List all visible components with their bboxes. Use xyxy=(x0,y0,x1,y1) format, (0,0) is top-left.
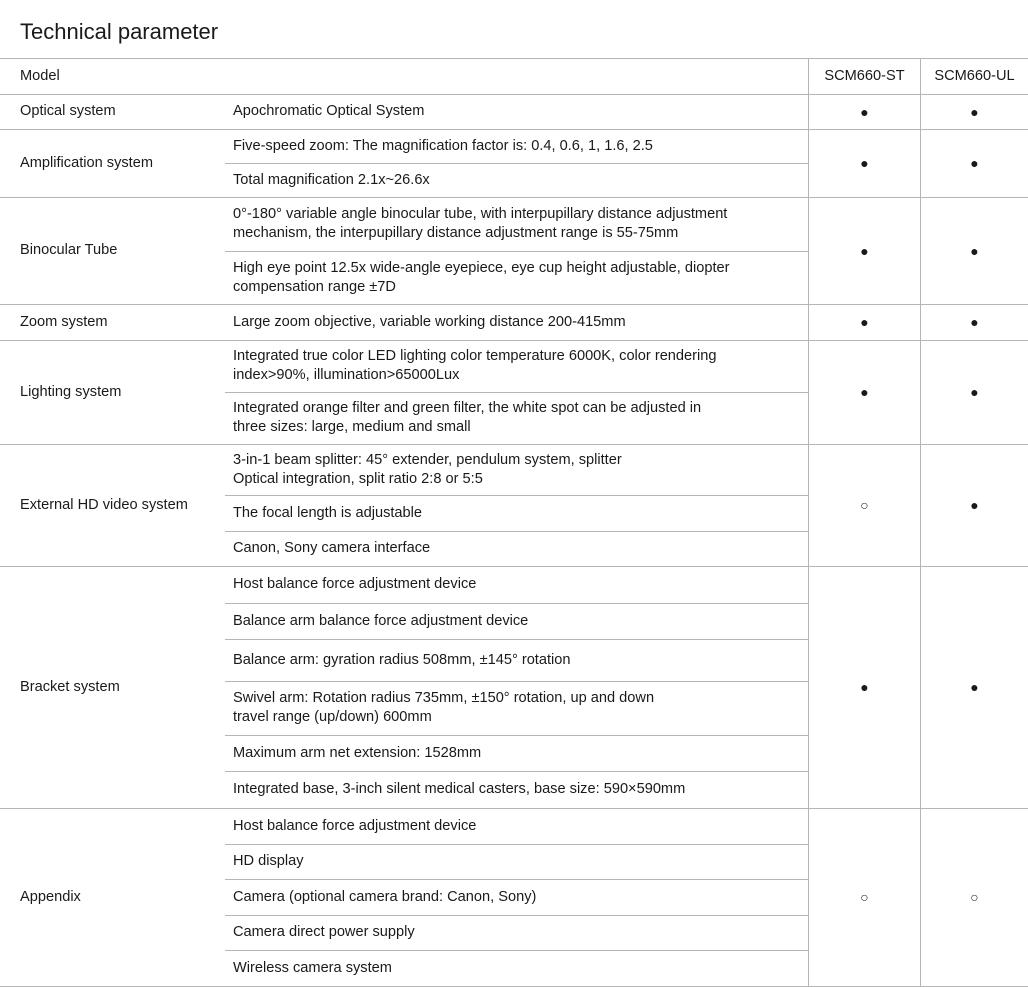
filled-circle-icon: ● xyxy=(970,242,979,259)
filled-circle-icon: ● xyxy=(860,155,869,171)
row-group-label: External HD video system xyxy=(20,496,188,513)
filled-circle-icon: ● xyxy=(970,384,979,400)
row-spec-item: Large zoom objective, variable working distance 200-415mm xyxy=(233,313,626,330)
row-spec-item: Maximum arm net extension: 1528mm xyxy=(233,744,482,761)
row-spec-item: Swivel arm: Rotation radius 735mm, ±150° rotation, up and down travel range (up/down) 600mm xyxy=(233,690,655,725)
row-group-label: Amplification system xyxy=(20,154,154,171)
filled-circle-icon: ● xyxy=(970,314,979,330)
row-spec-item: HD display xyxy=(233,853,304,869)
hollow-circle-icon: ○ xyxy=(970,889,979,905)
row-group-label: Binocular Tube xyxy=(20,242,118,258)
row-spec-item: 0°-180° variable angle binocular tube, with interpupillary distance adjustment mechanism, the interpupillary distance adjustment range is 55-75mm xyxy=(233,206,728,241)
row-spec-item: The focal length is adjustable xyxy=(233,504,423,521)
row-spec-item: Balance arm: gyration radius 508mm, ±145° rotation xyxy=(233,651,571,668)
row-spec-item: Host balance force adjustment device xyxy=(233,817,477,834)
filled-circle-icon: ● xyxy=(970,497,979,513)
header-model-ul: SCM660-UL xyxy=(934,68,1015,84)
row-group-label: Optical system xyxy=(20,103,116,119)
filled-circle-icon: ● xyxy=(860,679,869,695)
row-spec-item: Balance arm balance force adjustment device xyxy=(233,612,529,629)
row-spec-item: Integrated base, 3-inch silent medical casters, base size: 590×590mm xyxy=(233,781,686,797)
row-spec-item: Host balance force adjustment device xyxy=(233,576,477,592)
filled-circle-icon: ● xyxy=(970,155,979,171)
filled-circle-icon: ● xyxy=(860,384,869,400)
header-model-st: SCM660-ST xyxy=(824,68,905,84)
row-spec-item: Five-speed zoom: The magnification factor is: 0.4, 0.6, 1, 1.6, 2.5 xyxy=(233,137,653,154)
filled-circle-icon: ● xyxy=(860,103,869,120)
row-group-label: Bracket system xyxy=(20,678,120,695)
filled-circle-icon: ● xyxy=(860,242,869,259)
filled-circle-icon: ● xyxy=(970,679,979,695)
row-group-label: Lighting system xyxy=(20,383,122,400)
row-spec-item: Canon, Sony camera interface xyxy=(233,540,431,556)
hollow-circle-icon: ○ xyxy=(860,889,869,905)
row-spec-item: Apochromatic Optical System xyxy=(233,103,425,119)
row-spec-item: Wireless camera system xyxy=(233,959,392,976)
row-spec-item: Integrated orange filter and green filter, the white spot can be adjusted in three sizes: large, medium and small xyxy=(233,400,702,435)
page-title: Technical parameter xyxy=(20,19,219,44)
header-model-label: Model xyxy=(20,67,60,84)
row-group-label: Appendix xyxy=(20,888,81,905)
row-spec-item: 3-in-1 beam splitter: 45° extender, pendulum system, splitter Optical integration, split ratio 2:8 or 5:5 xyxy=(233,451,622,487)
filled-circle-icon: ● xyxy=(860,314,869,330)
row-spec-item: Total magnification 2.1x~26.6x xyxy=(233,171,430,188)
filled-circle-icon: ● xyxy=(970,103,979,120)
row-spec-item: Camera (optional camera brand: Canon, Sony) xyxy=(233,888,537,905)
row-spec-item: High eye point 12.5x wide-angle eyepiece, eye cup height adjustable, diopter compensation range ±7D xyxy=(233,259,730,295)
row-spec-item: Camera direct power supply xyxy=(233,924,415,940)
hollow-circle-icon: ○ xyxy=(860,497,869,513)
row-spec-item: Integrated true color LED lighting color temperature 6000K, color rendering index>90%, illumination>65000Lux xyxy=(233,348,717,383)
row-group-label: Zoom system xyxy=(20,313,108,330)
